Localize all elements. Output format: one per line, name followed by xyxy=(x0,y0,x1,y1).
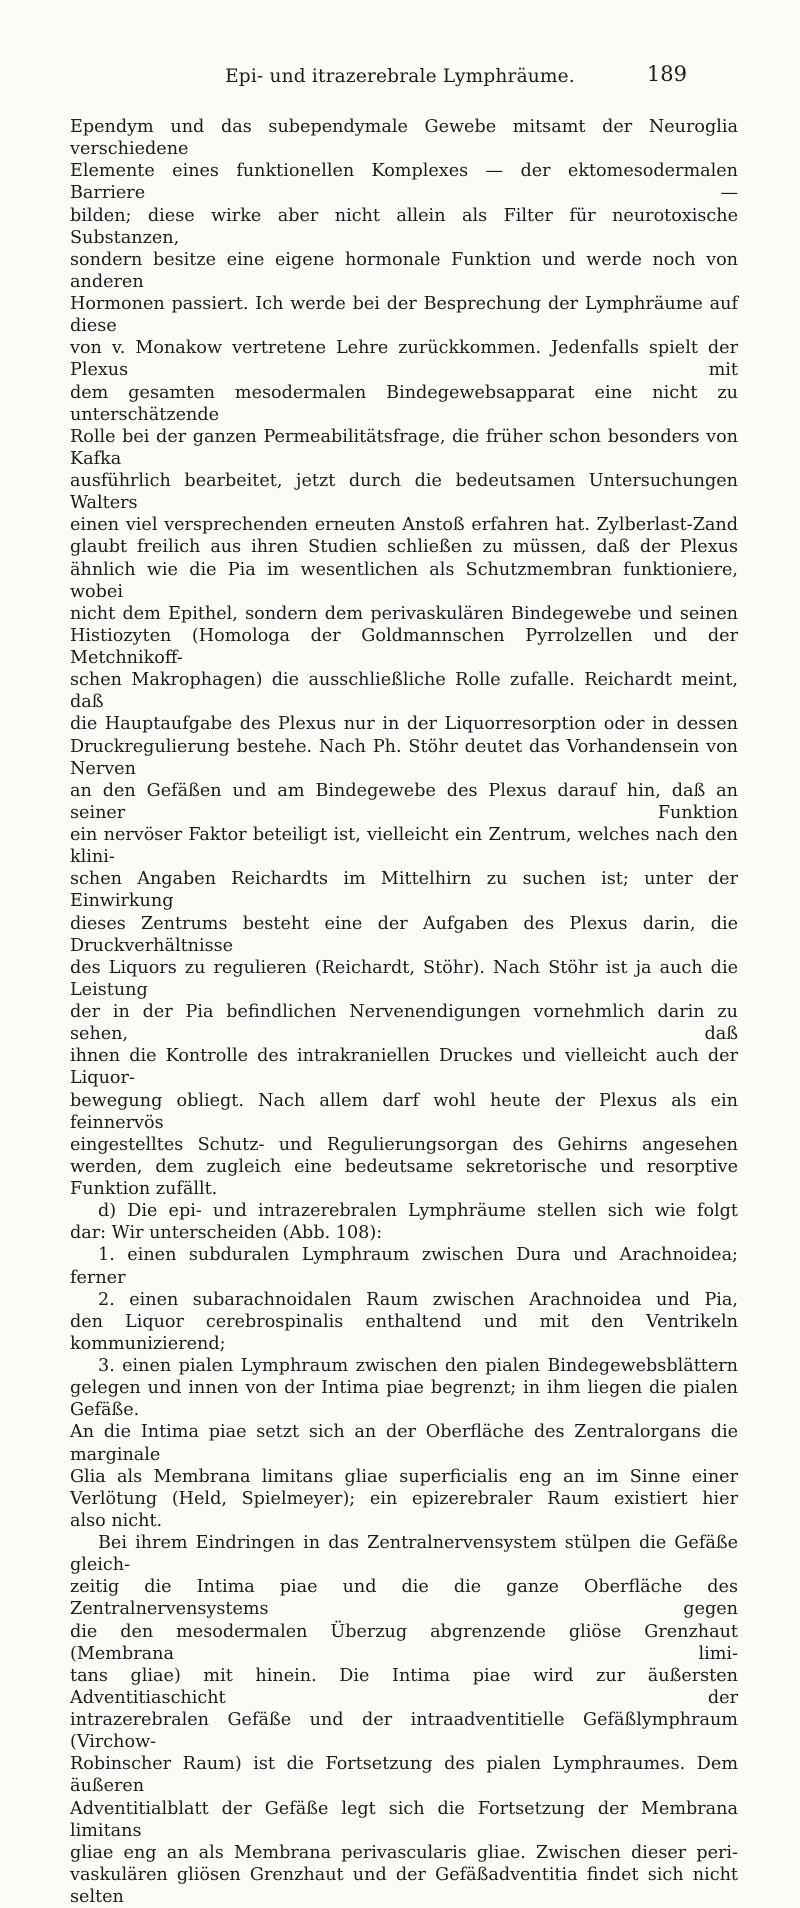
text-line: die Hauptaufgabe des Plexus nur in der Liquorresorption oder in dessen xyxy=(70,714,738,735)
text-line: bewegung obliegt. Nach allem darf wohl heute der Plexus als ein feinnervös xyxy=(70,1090,738,1133)
section-heading-line: d) Die epi- und intrazerebralen Lymphräume stellen sich wie folgt xyxy=(98,1201,738,1222)
text-line: Adventitialblatt der Gefäße legt sich die Fortsetzung der Membrana limitans xyxy=(70,1798,738,1841)
text-line: Histiozyten (Homologa der Goldmannschen Pyrrolzellen und der Metchnikoff- xyxy=(70,625,738,668)
text-line: Verlötung (Held, Spielmeyer); ein epizerebraler Raum existiert hier xyxy=(70,1488,738,1509)
text-line: an den Gefäßen und am Bindegewebe des Plexus darauf hin, daß an seiner Funktion xyxy=(70,780,738,823)
text-line: sondern besitze eine eigene hormonale Funktion und werde noch von anderen xyxy=(70,249,738,292)
text-line: Funktion zufällt. xyxy=(70,1179,218,1199)
text-line: schen Makrophagen) die ausschließliche Rolle zufalle. Reichardt meint, daß xyxy=(70,670,738,713)
text-line: die den mesodermalen Überzug abgrenzende gliöse Grenzhaut (Membrana limi- xyxy=(70,1621,738,1664)
text-line: von v. Monakow vertretene Lehre zurückkommen. Jedenfalls spielt der Plexus mit xyxy=(70,338,738,381)
text-line: gelegen und innen von der Intima piae begrenzt; in ihm liegen die pialen Gefäße. xyxy=(70,1378,738,1421)
text-line: nicht dem Epithel, sondern dem perivaskulären Bindegewebe und seinen xyxy=(70,603,738,624)
text-line: den Liquor cerebrospinalis enthaltend und mit den Ventrikeln kommunizierend; xyxy=(70,1311,738,1354)
text-line: eingestelltes Schutz- und Regulierungsorgan des Gehirns angesehen xyxy=(70,1134,738,1155)
text-line: ähnlich wie die Pia im wesentlichen als Schutzmembran funktioniere, wobei xyxy=(70,559,738,602)
text-line: vaskulären gliösen Grenzhaut und der Gefäßadventitia findet sich nicht selten xyxy=(70,1864,738,1907)
list-item-line: 1. einen subduralen Lymphraum zwischen Dura und Arachnoidea; xyxy=(98,1245,738,1266)
running-head: Epi- und itrazerebrale Lymphräume. xyxy=(225,66,575,87)
text-line: ihnen die Kontrolle des intrakraniellen Druckes und vielleicht auch der Liquor- xyxy=(70,1046,738,1089)
text-line: schen Angaben Reichardts im Mittelhirn zu suchen ist; unter der Einwirkung xyxy=(70,869,738,912)
text-line: Glia als Membrana limitans gliae superficialis eng an im Sinne einer xyxy=(70,1466,738,1487)
text-line: ferner xyxy=(70,1267,126,1288)
page-header xyxy=(0,62,800,92)
text-line: Robinscher Raum) ist die Fortsetzung des pialen Lymphraumes. Dem äußeren xyxy=(70,1754,738,1797)
text-line: dar: Wir unterscheiden (Abb. 108): xyxy=(70,1223,383,1244)
text-line: der in der Pia befindlichen Nervenendigungen vornehmlich darin zu sehen, daß xyxy=(70,1002,738,1045)
text-line: werden, dem zugleich eine bedeutsame sekretorische und resorptive xyxy=(70,1156,738,1177)
text-line: des Liquors zu regulieren (Reichardt, Stöhr). Nach Stöhr ist ja auch die Leistung xyxy=(70,957,738,1000)
text-line: Ependym und das subependymale Gewebe mitsamt der Neuroglia verschiedene xyxy=(70,117,738,160)
text-line: gliae eng an als Membrana perivascularis gliae. Zwischen dieser peri- xyxy=(70,1842,738,1863)
text-line: Elemente eines funktionellen Komplexes — der ektomesodermalen Barriere — xyxy=(70,161,738,204)
list-item-line: 2. einen subarachnoidalen Raum zwischen Arachnoidea und Pia, xyxy=(98,1289,738,1310)
text-line: An die Intima piae setzt sich an der Oberfläche des Zentralorgans die marginale xyxy=(70,1422,738,1465)
text-line: zeitig die Intima piae und die die ganze Oberfläche des Zentralnervensystems gegen xyxy=(70,1577,738,1620)
text-line: also nicht. xyxy=(70,1510,163,1531)
text-line: ausführlich bearbeitet, jetzt durch die bedeutsamen Untersuchungen Walters xyxy=(70,471,738,514)
text-line: bilden; diese wirke aber nicht allein als Filter für neurotoxische Substanzen, xyxy=(70,205,738,248)
text-line: ein nervöser Faktor beteiligt ist, vielleicht ein Zentrum, welches nach den klini- xyxy=(70,825,738,868)
text-line: Rolle bei der ganzen Permeabilitätsfrage, die früher schon besonders von Kafka xyxy=(70,426,738,469)
text-line: Hormonen passiert. Ich werde bei der Besprechung der Lymphräume auf diese xyxy=(70,294,738,337)
list-item-line: 3. einen pialen Lymphraum zwischen den pialen Bindegewebsblättern xyxy=(98,1356,738,1376)
text-line: Druckregulierung bestehe. Nach Ph. Stöhr deutet das Vorhandensein von Nerven xyxy=(70,736,738,779)
text-line: Bei ihrem Eindringen in das Zentralnervensystem stülpen die Gefäße gleich- xyxy=(70,1533,738,1576)
text-line: dem gesamten mesodermalen Bindegewebsapparat eine nicht zu unterschätzende xyxy=(70,382,738,425)
text-line: dieses Zentrums besteht eine der Aufgaben des Plexus darin, die Druckverhältnisse xyxy=(70,913,738,956)
text-line: intrazerebralen Gefäße und der intraadventitielle Gefäßlymphraum (Virchow- xyxy=(70,1710,738,1753)
text-line: tans gliae) mit hinein. Die Intima piae wird zur äußersten Adventitiaschicht der xyxy=(70,1665,738,1708)
page-number: 189 xyxy=(646,62,687,86)
text-line: glaubt freilich aus ihren Studien schließen zu müssen, daß der Plexus xyxy=(70,537,738,558)
text-line: einen viel versprechenden erneuten Anstoß erfahren hat. Zylberlast-Zand xyxy=(70,515,738,536)
body-text xyxy=(70,116,738,1908)
